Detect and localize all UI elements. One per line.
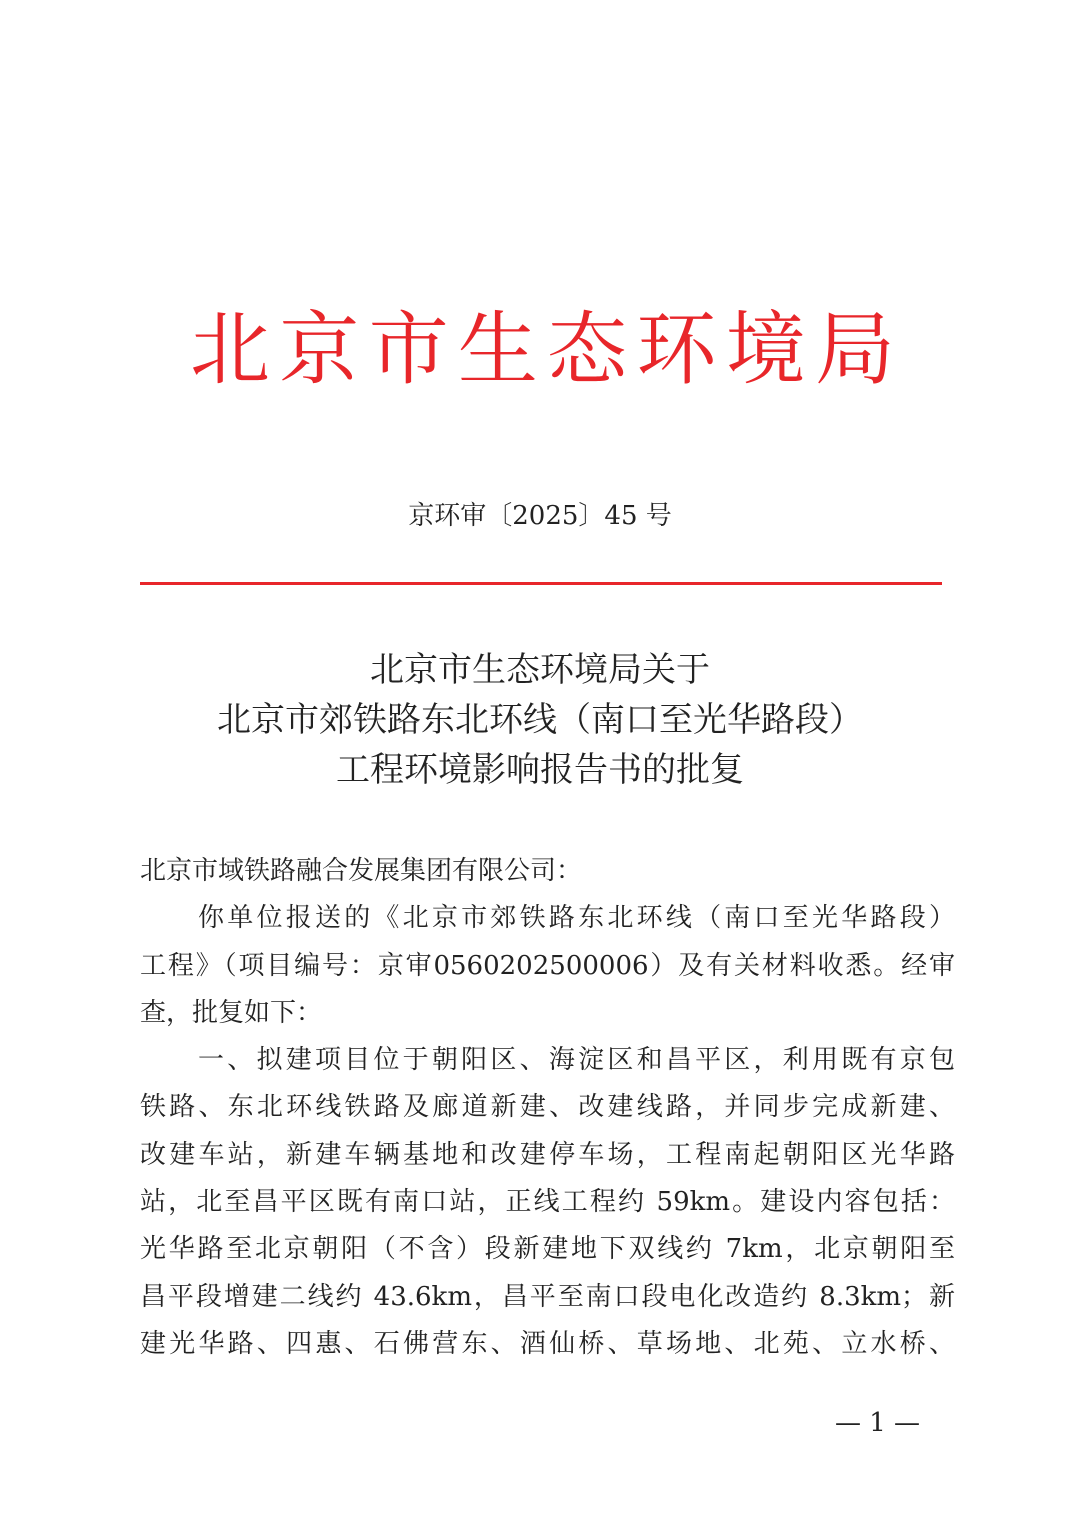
document-title [0,645,1080,795]
title-line: 北京市生态环境局关于 [370,650,710,690]
body-line: 铁路、东北环线铁路及廊道新建、改建线路，并同步完成新建、 [140,1092,955,1123]
red-separator-line [140,582,942,585]
page-number: — 1 — [834,1408,921,1438]
body-line: 昌平段增建二线约 43.6km，昌平至南口段电化改造约 8.3km；新 [140,1281,955,1312]
addressee: 北京市域铁路融合发展集团有限公司： [140,856,583,886]
body-line: 改建车站，新建车辆基地和改建停车场，工程南起朝阳区光华路 [140,1139,955,1170]
body-line: 一、拟建项目位于朝阳区、海淀区和昌平区，利用既有京包 [198,1045,955,1076]
issuing-agency-header: 北京市生态环境局 [190,303,895,396]
body-line: 站，北至昌平区既有南口站，正线工程约 59km。建设内容包括： [140,1187,955,1218]
body-line: 建光华路、四惠、石佛营东、酒仙桥、草场地、北苑、立水桥、 [140,1328,955,1359]
document-number: 京环审〔2025〕45 号 [408,501,672,531]
body-line: 工程》（项目编号：京审0560202500006）及有关材料收悉。经审 [140,950,955,981]
body-line: 光华路至北京朝阳（不含）段新建地下双线约 7km，北京朝阳至 [140,1234,955,1265]
document-body [140,848,955,1368]
title-line: 北京市郊铁路东北环线（南口至光华路段） [217,700,863,740]
body-line: 查，批复如下： [140,997,323,1028]
body-line: 你单位报送的《北京市郊铁路东北环线（南口至光华路段） [198,903,955,934]
title-line: 工程环境影响报告书的批复 [336,750,744,790]
